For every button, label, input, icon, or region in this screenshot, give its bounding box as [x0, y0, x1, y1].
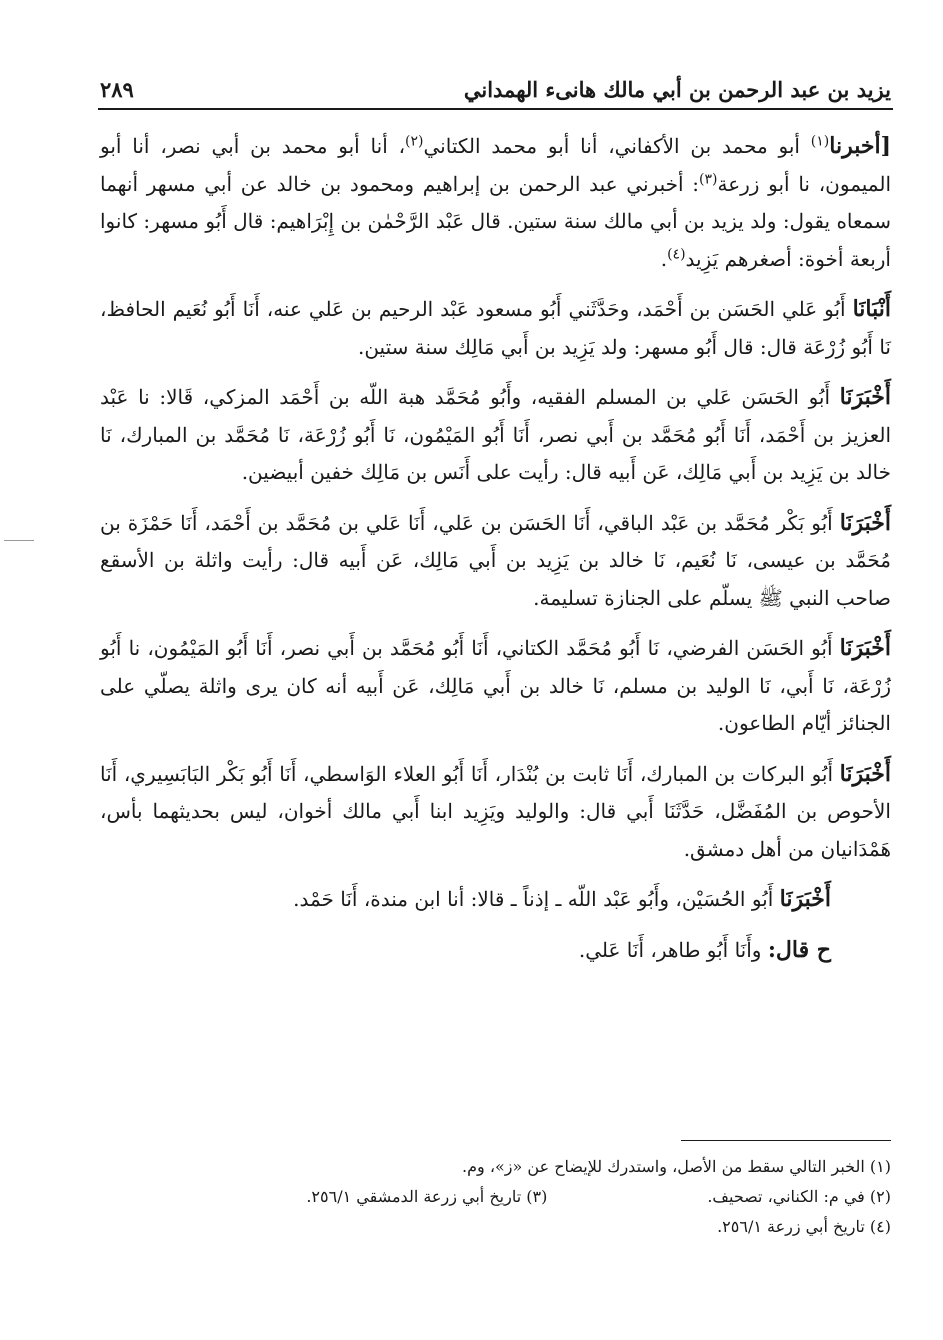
header-rule — [98, 108, 893, 110]
paragraph-lead: أَخْبَرَنَا — [839, 384, 891, 410]
paragraph-7 — [100, 881, 891, 919]
paragraph-text: أَبُو البركات بن المبارك، أَنَا ثابت بن بُنْدَار، أَنَا أَبُو العلاء الوَاسطي، أَنَا أَبُو بَكْر البَابَسِيري، أَنَا الأحوص بن المُفَضَّل، حَدَّثَنَا أَبي قال: والوليد ويَزِيد ابنا أَبي مالك أخوان، ليس بحديثهما بأس، هَمْدَانيان من أهل دمشق. — [100, 761, 891, 861]
paragraph-lead: أَخْبَرَنَا — [839, 509, 892, 536]
paragraph-1 — [100, 128, 891, 278]
paragraph-8 — [100, 932, 891, 970]
paragraph-text: أَبُو الحُسَيْن، وأَبُو عَبْد اللّه ـ إذناً ـ قالا: أنا ابن مندة، أَنَا حَمْد. — [293, 887, 780, 911]
paragraph-lead: أَخْبَرَنَا — [839, 760, 891, 787]
paragraph-text: وأَنَا أَبُو طاهر، أَنَا عَلي. — [578, 937, 768, 962]
footnotes — [100, 1152, 891, 1242]
footnote-ref: (٢) — [405, 133, 424, 150]
paragraph-6 — [100, 756, 891, 869]
running-title: يزيد بن عبد الرحمن بن أبي مالك هانىء الهمداني — [463, 77, 891, 102]
paragraph-lead: أَخْبَرَنَا — [839, 635, 891, 661]
paragraph-lead: ح قال: — [767, 936, 831, 963]
footnote-ref: (٤) — [667, 245, 686, 262]
paragraph-text: أبو محمد بن الأكفاني، أنا أبو محمد الكتاني — [423, 134, 811, 158]
paragraph-3 — [100, 379, 891, 492]
footnote-3: (٣) تاريخ أبي زرعة الدمشقي ٢٥٦/١. — [306, 1187, 548, 1206]
footnote-4: (٤) تاريخ أبي زرعة ٢٥٦/١. — [717, 1217, 891, 1236]
footnote-1: (١) الخبر التالي سقط من الأصل، واستدرك للإيضاح عن «ز»، وم. — [462, 1157, 891, 1176]
footnote-rule — [681, 1140, 891, 1141]
paragraph-text: . — [660, 246, 668, 271]
footnote-2: (٢) في م: الكناني، تصحيف. — [707, 1187, 891, 1206]
paragraph-5 — [100, 630, 891, 743]
footnote-ref: (٣) — [699, 170, 718, 187]
page-number: ٢٨٩ — [100, 77, 134, 102]
main-text — [100, 128, 891, 982]
paragraph-lead: أَنْبَانَا — [852, 296, 891, 322]
paragraph-text: : أخبرني عبد الرحمن بن إبراهيم ومحمود بن خالد عن أبي مسهر أنهما سمعاه يقول: ولد يزيد بن أبي مالك سنة ستين. قال عَبْد الرَّحْمٰن بن إِبْرَاهيم: قال أَبُو مسهر: كانوا أربعة أخوة: أصغرهم يَزِيد — [100, 171, 891, 271]
paragraph-text: أَبُو بَكْر مُحَمَّد بن عَبْد الباقي، أَنَا الحَسَن بن عَلي، أَنَا عَلي بن مُحَمَّد بن أَحْمَد، أَنَا حَمْزَة بن مُحَمَّد بن عيسى، نَا نُعَيم، نَا خالد بن يَزِيد بن أَبي مَالِك، عَن أَبيه قال: رأيت واثلة بن الأسقع صاحب النبي ﷺ يسلّم على الجنازة تسليمة. — [100, 510, 891, 610]
paragraph-text: أَبُو عَلي الحَسَن بن أَحْمَد، وحَدَّثَني أَبُو مسعود عَبْد الرحيم بن عَلي عنه، أَنَا أَبُو نُعَيم الحافظ، نَا أَبُو زُرْعَة قال: قال أَبُو مسهر: ولد يَزِيد بن أَبي مَالِك سنة ستين. — [100, 297, 891, 359]
running-header — [100, 62, 891, 102]
margin-mark — [4, 540, 34, 541]
paragraph-text: أَبُو الحَسَن عَلي بن المسلم الفقيه، وأَبُو مُحَمَّد هبة اللّه بن أَحْمَد المزكي، قَالا: نا عَبْد العزيز بن أَحْمَد، أَنَا أَبُو مُحَمَّد بن أَبي نصر، أَنَا أَبُو المَيْمُون، نَا أَبُو زُرْعَة، نَا مُحَمَّد بن المبارك، نَا خالد بن يَزِيد بن أَبي مَالِك، عَن أَبيه قال: رأيت على أَنَس بن مَالِك خفين أبيضين. — [100, 385, 891, 484]
paragraph-4 — [100, 505, 891, 618]
paragraph-text: أَبُو الحَسَن الفرضي، نَا أَبُو مُحَمَّد الكتاني، أَنَا أَبُو مُحَمَّد بن أَبي نصر، أَنَا أَبُو المَيْمُون، نا أَبُو زُرْعَة، نَا أَبي، نَا الوليد بن مسلم، نَا خالد بن أَبي مَالِك، عَن أَبيه أنه كان يرى واثلة يصلّي على الجنائز أيّام الطاعون. — [100, 636, 891, 735]
paragraph-lead: [أخبرنا — [829, 133, 891, 159]
paragraph-text: ، أنا أبو محمد بن أبي نصر، أنا أبو الميمون، نا أبو زرعة — [100, 134, 892, 196]
footnote-row — [100, 1182, 891, 1212]
paragraph-2 — [100, 291, 891, 366]
paragraph-lead: أَخْبَرَنَا — [779, 886, 831, 912]
footnote-ref: (١) — [810, 133, 830, 150]
